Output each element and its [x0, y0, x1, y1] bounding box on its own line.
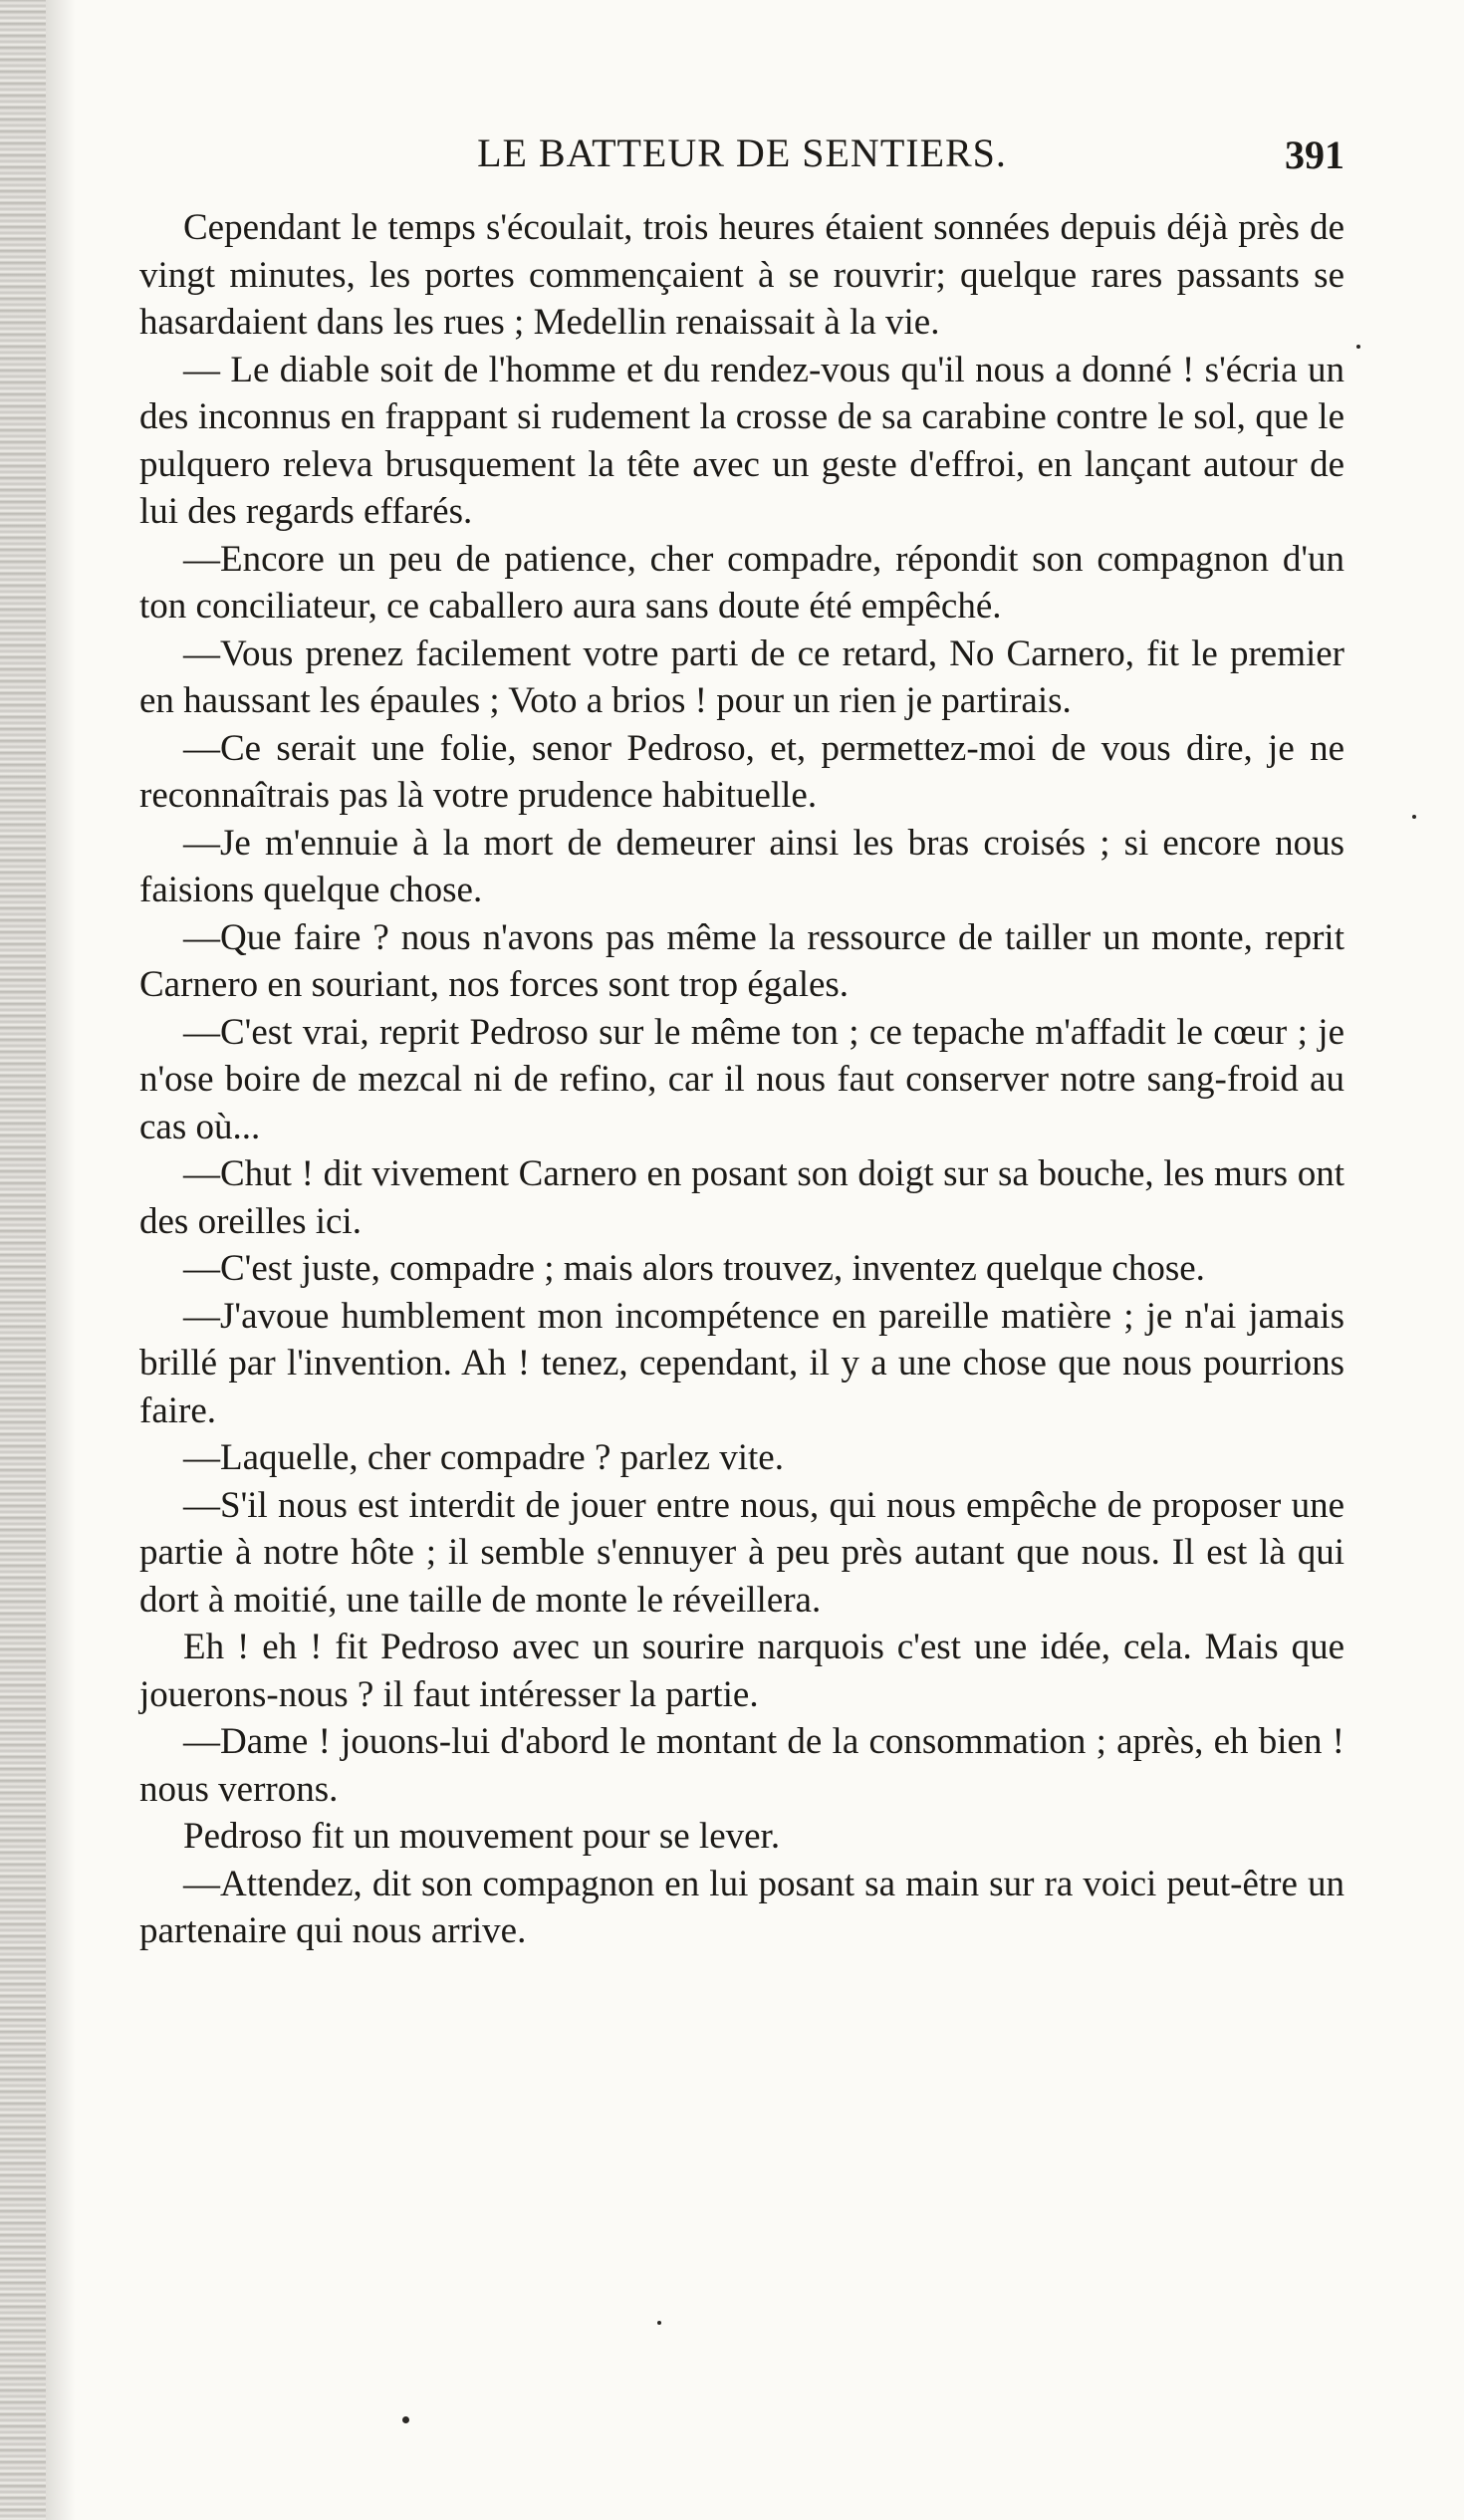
paragraph: —C'est juste, compadre ; mais alors trouvez, inventez quelque chose. [183, 1248, 1205, 1289]
running-title: LE BATTEUR DE SENTIERS. [477, 130, 1007, 175]
paragraph: —Dame ! jouons-lui d'abord le montant de la consommation ; après, eh bien ! nous verrons. [139, 1721, 1344, 1810]
paragraph: Eh ! eh ! fit Pedroso avec un sourire narquois c'est une idée, cela. Mais que jouerons-nous ? il faut intéresser la partie. [139, 1627, 1344, 1715]
ink-speck [402, 2416, 409, 2423]
paragraph: — Le diable soit de l'homme et du rendez-vous qu'il nous a donné ! s'écria un des inconnus en frappant si rudement la crosse de sa carabine contre le sol, que le pulquero releva brusquement la tête avec un geste d'effroi, en lançant autour de lui des regards effarés. [139, 349, 1344, 532]
ink-speck [1356, 345, 1360, 349]
page-header [139, 126, 1344, 185]
paragraph: —Chut ! dit vivement Carnero en posant son doigt sur sa bouche, les murs ont des oreilles ici. [139, 1153, 1344, 1242]
paragraph: Cependant le temps s'écoulait, trois heures étaient sonnées depuis déjà près de vingt minutes, les portes commençaient à se rouvrir; quelque rares passants se hasardaient dans les rues ; Medellin renaissait à la vie. [139, 207, 1344, 343]
paragraph: —Vous prenez facilement votre parti de ce retard, No Carnero, fit le premier en haussant les épaules ; Voto a brios ! pour un rien je partirais. [139, 632, 1344, 721]
paragraph: —Que faire ? nous n'avons pas même la ressource de tailler un monte, reprit Carnero en souriant, nos forces sont trop égales. [139, 916, 1344, 1005]
page-number: 391 [1285, 132, 1344, 177]
ink-speck [1412, 815, 1416, 819]
paragraph: —Attendez, dit son compagnon en lui posant sa main sur ra voici peut-être un partenaire qui nous arrive. [139, 1863, 1344, 1951]
ink-speck [657, 2321, 661, 2325]
paragraph: —Encore un peu de patience, cher compadre, répondit son compagnon d'un ton conciliateur, ce caballero aura sans doute été empêché. [139, 538, 1344, 627]
paragraph: —Ce serait une folie, senor Pedroso, et, permettez-moi de vous dire, je ne reconnaîtrais pas là votre prudence habituelle. [139, 727, 1344, 816]
paragraph: —S'il nous est interdit de jouer entre nous, qui nous empêche de proposer une partie à notre hôte ; il semble s'ennuyer à peu près autant que nous. Il est là qui dort à moitié, une taille de monte le réveillera. [139, 1484, 1344, 1621]
paragraph: —C'est vrai, reprit Pedroso sur le même ton ; ce tepache m'affadit le cœur ; je n'ose boire de mezcal ni de refino, car il nous faut conserver notre sang-froid au cas où... [139, 1011, 1344, 1147]
paragraph: —Laquelle, cher compadre ? parlez vite. [183, 1437, 784, 1478]
paragraph: —Je m'ennuie à la mort de demeurer ainsi les bras croisés ; si encore nous faisions quelque chose. [139, 822, 1344, 910]
page-edge-shadow [0, 0, 46, 2520]
body-text [139, 204, 1344, 1955]
page-edge-fade [46, 0, 76, 2520]
paragraph: —J'avoue humblement mon incompétence en pareille matière ; je n'ai jamais brillé par l'invention. Ah ! tenez, cependant, il y a une chose que nous pourrions faire. [139, 1295, 1344, 1431]
paragraph: Pedroso fit un mouvement pour se lever. [183, 1816, 781, 1857]
